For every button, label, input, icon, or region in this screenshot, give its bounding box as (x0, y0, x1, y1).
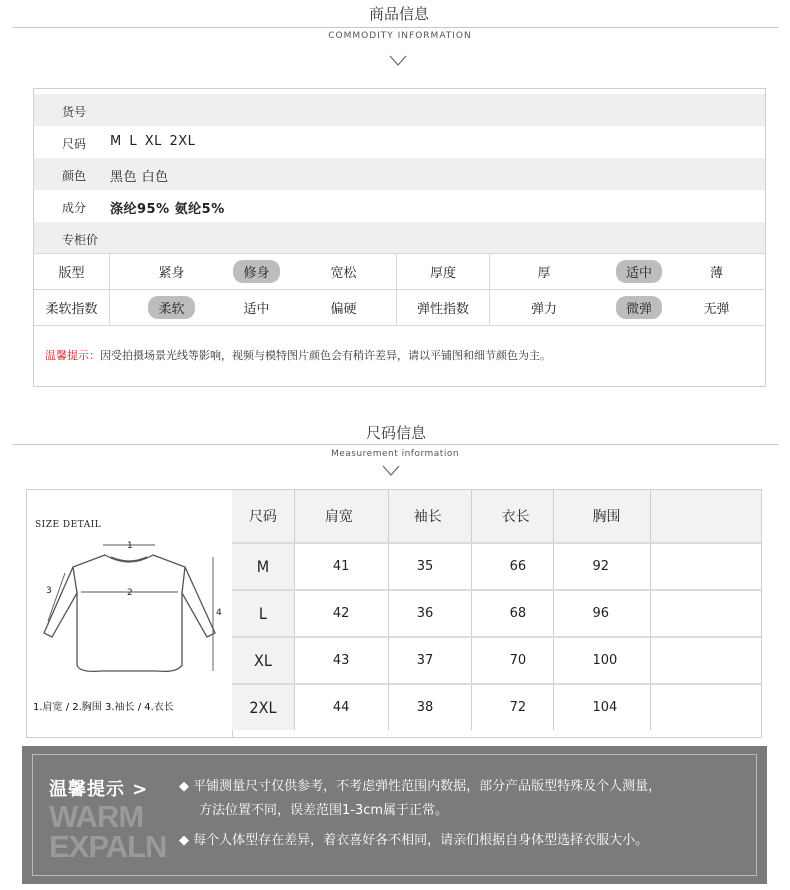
thickness-option: 厚 (537, 266, 551, 281)
warm-notice-panel (22, 746, 767, 884)
marker-1: 1 (127, 541, 133, 551)
header-cell: 尺码 (232, 490, 294, 543)
commodity-section-title: 商品信息 (368, 5, 429, 23)
attr-row-softness-elasticity (34, 289, 765, 326)
warm-bullet-1-line-1: ◆ 平铺测量尺寸仅供参考，不考虑弹性范围内数据，部分产品版型特殊及个人测量， (179, 779, 662, 794)
size-chart (26, 489, 762, 738)
info-label: 成分 (62, 201, 87, 215)
table-cell: 104 (554, 684, 651, 730)
fit-option-selected: 修身 (219, 254, 294, 289)
size-section-subtitle: Measurement information (330, 449, 460, 459)
info-label: 专柜价 (62, 233, 99, 247)
info-value: 黑色 白色 (110, 170, 169, 185)
header-cell (651, 490, 761, 543)
info-row-item-no (34, 94, 765, 126)
elasticity-option: 无弹 (703, 302, 730, 317)
warm-bullet-2: ◆ 每个人体型存在差异，着衣喜好各不相同，请亲们根据自身体型选择衣服大小。 (179, 833, 649, 848)
table-cell (651, 543, 761, 590)
header-cell: 袖长 (388, 490, 471, 543)
table-cell: 35 (388, 543, 471, 590)
table-row (232, 684, 761, 730)
size-cell: M (232, 543, 294, 590)
info-row-price (34, 222, 765, 254)
warm-watermark-1: WARM (49, 799, 144, 834)
softness-option: 适中 (243, 302, 270, 317)
table-row (232, 637, 761, 684)
size-diagram (27, 490, 233, 737)
table-header-row (232, 490, 761, 543)
warm-watermark-2: EXPALN (49, 829, 167, 864)
elasticity-option: 弹力 (530, 302, 557, 317)
warm-bullet-1-line-2: 方法位置不同，误差范围1-3cm属于正常。 (199, 803, 449, 818)
table-cell: 43 (294, 637, 388, 684)
header-cell: 胸围 (554, 490, 651, 543)
chevron-down-icon (389, 55, 407, 67)
info-row-size (34, 126, 765, 158)
info-label: 尺码 (62, 137, 87, 151)
table-cell: 92 (554, 543, 651, 590)
marker-3: 3 (46, 586, 52, 596)
marker-2: 2 (127, 588, 133, 598)
table-cell: 36 (388, 590, 471, 637)
size-section-title: 尺码信息 (365, 424, 426, 442)
marker-4: 4 (216, 608, 222, 618)
warm-notice-frame (32, 754, 757, 876)
table-cell: 68 (471, 590, 554, 637)
attr-label-fit: 版型 (58, 266, 85, 281)
table-row (232, 543, 761, 590)
warm-notice-title: 温馨提示 > (49, 779, 149, 800)
size-detail-title: SIZE DETAIL (35, 520, 102, 530)
commodity-section-subtitle: COMMODITY INFORMATION (328, 31, 472, 41)
header-cell: 肩宽 (294, 490, 388, 543)
fit-option: 紧身 (158, 266, 185, 281)
table-row (232, 590, 761, 637)
size-diagram-caption: 1.肩宽 / 2.胸围 3.袖长 / 4.衣长 (33, 702, 174, 713)
table-cell: 72 (471, 684, 554, 730)
fit-option: 宽松 (330, 266, 357, 281)
header-cell: 衣长 (471, 490, 554, 543)
size-table (232, 490, 761, 730)
info-row-material (34, 190, 765, 222)
table-cell: 44 (294, 684, 388, 730)
thickness-option-selected: 适中 (599, 254, 679, 289)
divider (12, 27, 778, 28)
info-label: 颜色 (62, 169, 87, 183)
divider (12, 444, 778, 445)
table-cell: 42 (294, 590, 388, 637)
table-cell: 100 (554, 637, 651, 684)
elasticity-option-selected: 微弹 (599, 290, 679, 325)
notice-text: 因受拍摄场景光线等影响，视频与模特图片颜色会有稍许差异，请以平铺图和细节颜色为主。 (100, 349, 551, 362)
info-row-color (34, 158, 765, 190)
table-cell: 37 (388, 637, 471, 684)
table-cell: 70 (471, 637, 554, 684)
table-cell: 66 (471, 543, 554, 590)
chevron-down-icon (382, 465, 400, 477)
table-cell (651, 590, 761, 637)
softness-option-selected: 柔软 (134, 290, 209, 325)
notice-label: 温馨提示： (45, 349, 100, 362)
table-cell (651, 637, 761, 684)
size-cell: 2XL (232, 684, 294, 730)
commodity-info-table (33, 88, 766, 387)
softness-option: 偏硬 (330, 302, 357, 317)
info-label: 货号 (62, 105, 87, 119)
garment-sketch-icon (37, 535, 222, 690)
size-cell: XL (232, 637, 294, 684)
thickness-option: 薄 (709, 266, 723, 281)
attr-label-elasticity: 弹性指数 (416, 302, 469, 317)
attr-label-thickness: 厚度 (429, 266, 456, 281)
table-cell (651, 684, 761, 730)
table-cell: 41 (294, 543, 388, 590)
attr-label-softness: 柔软指数 (45, 302, 98, 317)
table-cell: 38 (388, 684, 471, 730)
info-value: M L XL 2XL (110, 134, 196, 149)
color-notice (45, 347, 551, 363)
attr-row-fit-thickness (34, 253, 765, 289)
table-cell: 96 (554, 590, 651, 637)
size-cell: L (232, 590, 294, 637)
info-value: 涤纶95% 氨纶5% (110, 202, 225, 217)
